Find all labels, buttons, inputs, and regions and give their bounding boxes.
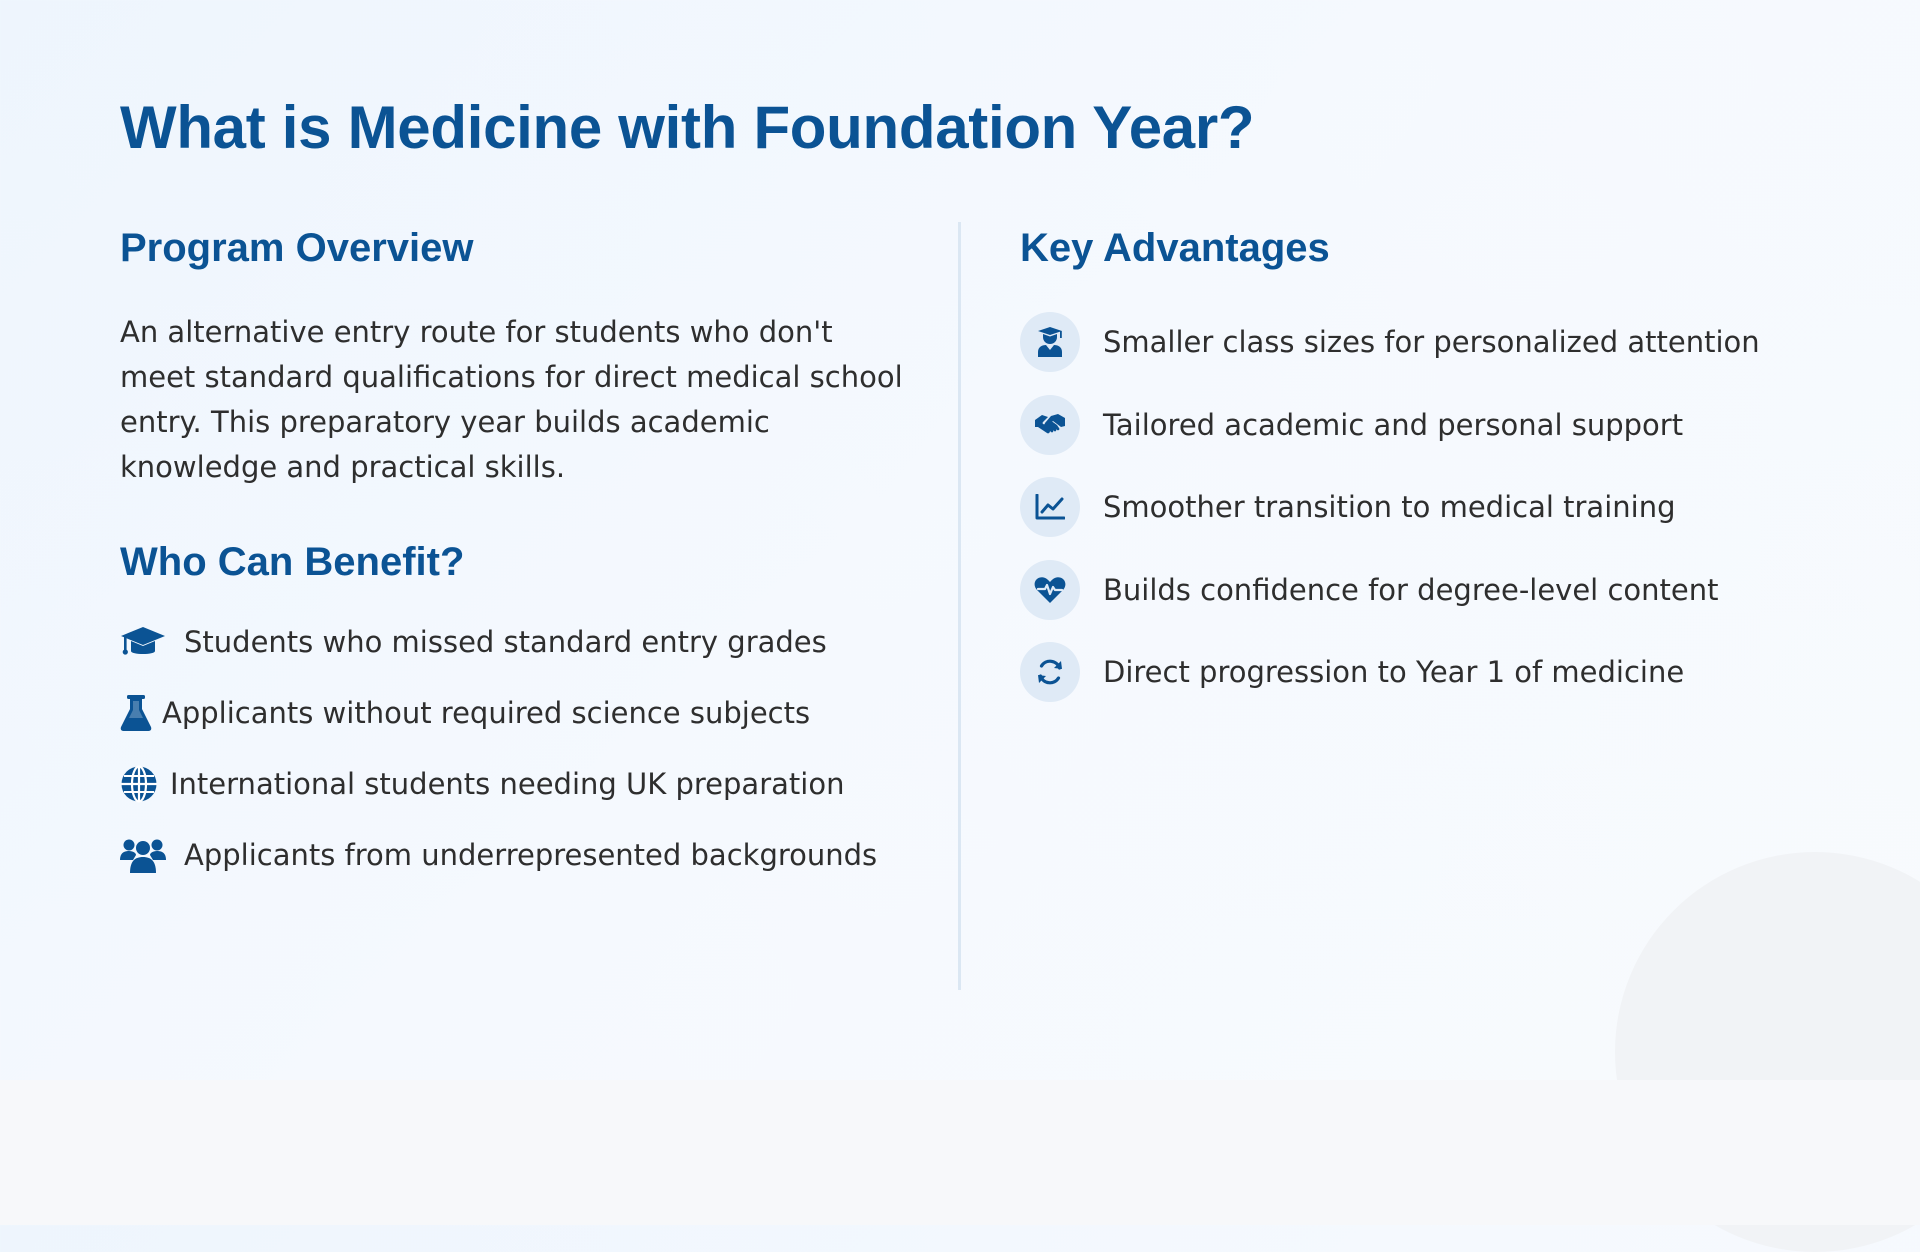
advantage-item — [1020, 477, 1840, 537]
flask-icon — [120, 693, 154, 733]
benefit-item-label: Students who missed standard entry grades — [184, 625, 827, 659]
advantage-item — [1020, 395, 1840, 455]
who-can-benefit-heading: Who Can Benefit? — [120, 540, 465, 584]
benefit-item-label: International students needing UK preparation — [170, 767, 845, 801]
globe-icon — [120, 764, 158, 804]
benefit-item — [120, 693, 900, 733]
column-divider — [958, 222, 961, 990]
teacher-icon — [1020, 312, 1080, 372]
benefit-list — [120, 622, 900, 875]
program-overview-text: An alternative entry route for students who don't meet standard qualifications for direct medical school entry. This preparatory year builds academic knowledge and practical skills. — [120, 315, 903, 484]
key-advantages-heading: Key Advantages — [1020, 226, 1330, 270]
right-column — [1020, 222, 1840, 725]
program-overview-heading: Program Overview — [120, 226, 474, 270]
benefit-item-label: Applicants without required science subjects — [162, 696, 811, 730]
advantage-label: Builds confidence for degree-level content — [1103, 572, 1719, 607]
advantage-item — [1020, 560, 1840, 620]
advantage-label: Smaller class sizes for personalized attention — [1103, 325, 1760, 359]
page-title: What is Medicine with Foundation Year? — [120, 94, 1255, 161]
benefit-item — [120, 835, 900, 875]
benefit-item — [120, 622, 900, 662]
advantage-label: Tailored academic and personal support — [1103, 407, 1684, 442]
left-column — [120, 222, 903, 906]
heart-pulse-icon — [1020, 560, 1080, 620]
advantage-item — [1020, 642, 1840, 702]
users-icon — [120, 835, 166, 875]
background-bottom-band — [0, 1080, 1920, 1225]
advantages-list — [1020, 312, 1840, 702]
advantage-item — [1020, 312, 1840, 372]
benefit-item — [120, 764, 900, 804]
graduation-cap-icon — [120, 622, 166, 662]
advantage-label: Direct progression to Year 1 of medicine — [1103, 655, 1685, 689]
chart-line-icon — [1020, 477, 1080, 537]
sync-icon — [1020, 642, 1080, 702]
benefit-item-label: Applicants from underrepresented backgrounds — [184, 838, 878, 872]
advantage-label: Smoother transition to medical training — [1103, 490, 1676, 524]
handshake-icon — [1020, 395, 1080, 455]
